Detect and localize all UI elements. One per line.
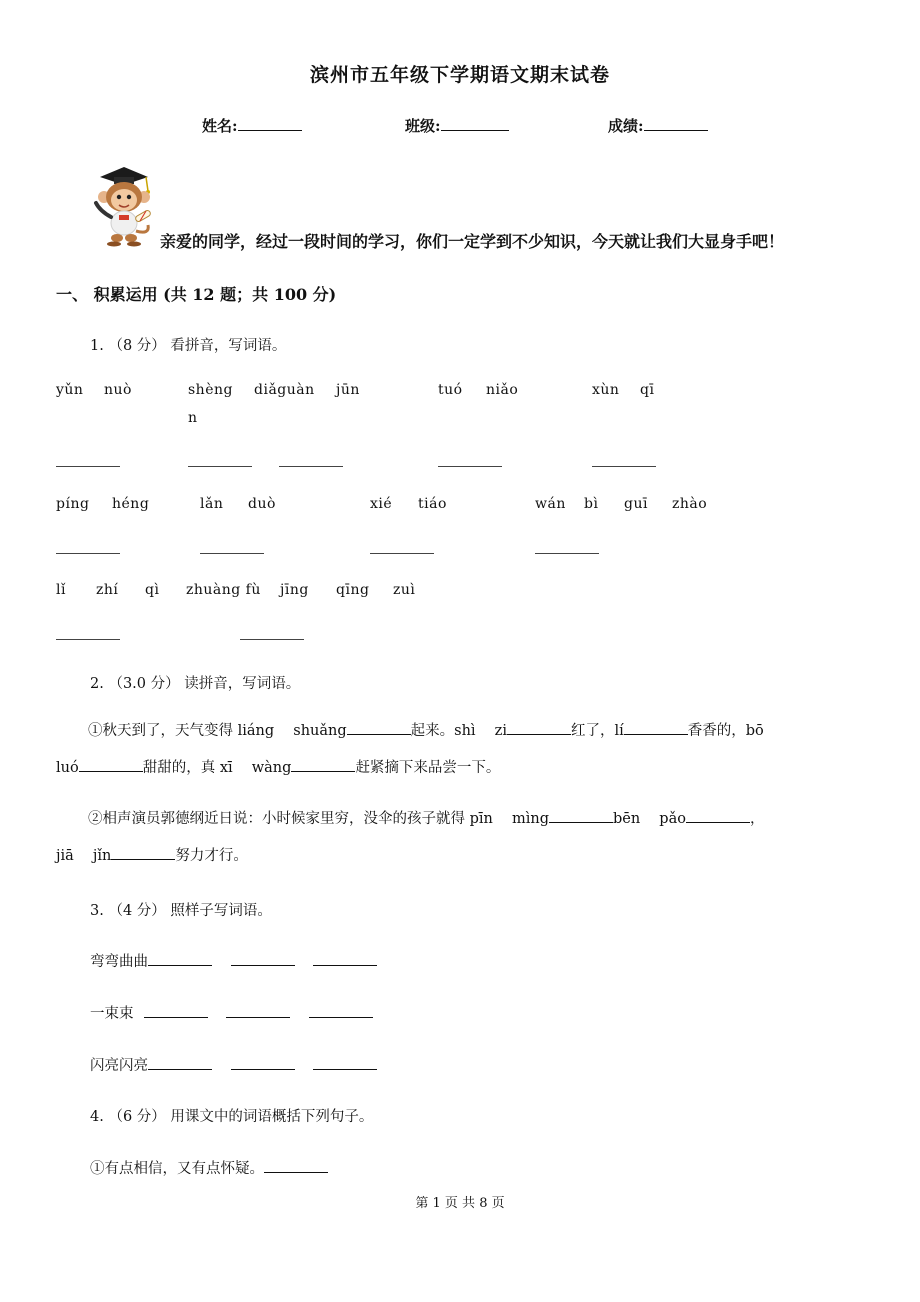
answer-blank[interactable] xyxy=(231,1069,295,1070)
pinyin: qī xyxy=(640,382,655,398)
text: 赶紧摘下来品尝一下。 xyxy=(355,760,501,776)
class-label: 班级: xyxy=(405,117,441,135)
answer-blank[interactable] xyxy=(549,822,613,823)
intro-text: 亲爱的同学，经过一段时间的学习，你们一定学到不少知识，今天就让我们大显身手吧！ xyxy=(160,232,785,251)
text: ①秋天到了，天气变得 liáng shuǎng xyxy=(88,723,347,739)
text: ， xyxy=(749,811,765,827)
text: 甜甜的，真 xī wàng xyxy=(142,760,292,776)
score-label: 成绩: xyxy=(608,117,644,135)
text: 香香的，bō xyxy=(687,723,764,739)
question-2-paragraph-2 xyxy=(56,801,868,875)
pinyin: jīng xyxy=(280,582,309,598)
pinyin: nuò xyxy=(104,382,132,398)
text: 起来。shì zi xyxy=(410,723,507,739)
answer-blank[interactable] xyxy=(79,771,143,772)
question-3-item-1 xyxy=(90,950,377,971)
pinyin: n xyxy=(188,410,198,426)
pinyin: diǎguàn xyxy=(254,382,315,398)
text: ①有点相信，又有点怀疑。 xyxy=(90,1161,264,1177)
pinyin: zuì xyxy=(393,582,416,598)
answer-blank[interactable] xyxy=(592,466,656,467)
class-field xyxy=(405,115,509,136)
answer-blank[interactable] xyxy=(200,553,264,554)
score-field xyxy=(608,115,708,136)
text: ②相声演员郭德纲近日说：小时候家里穷，没伞的孩子就得 pīn mìng xyxy=(88,811,549,827)
text: bēn pǎo xyxy=(612,811,686,827)
answer-blank[interactable] xyxy=(279,466,343,467)
page-footer: 第 1 页 共 8 页 xyxy=(415,1196,505,1211)
text: 红了，lí xyxy=(570,723,624,739)
example-word: 闪亮闪亮 xyxy=(90,1058,148,1074)
pinyin: tiáo xyxy=(418,496,447,512)
score-blank[interactable] xyxy=(644,130,708,131)
answer-blank[interactable] xyxy=(624,734,688,735)
answer-blank[interactable] xyxy=(686,822,750,823)
example-word: 弯弯曲曲 xyxy=(90,954,148,970)
pinyin: zhào xyxy=(672,496,708,512)
question-3-heading: 3. （4 分） 照样子写词语。 xyxy=(90,903,272,919)
answer-blank[interactable] xyxy=(240,639,304,640)
example-word: 一束束 xyxy=(90,1006,134,1022)
pinyin: tuó xyxy=(438,382,463,398)
pinyin: zhí xyxy=(96,582,119,598)
pinyin: píng xyxy=(56,496,90,512)
question-2-heading: 2. （3.0 分） 读拼音，写词语。 xyxy=(90,676,301,692)
pinyin: guī xyxy=(624,496,648,512)
name-field xyxy=(202,115,302,136)
answer-blank[interactable] xyxy=(188,466,252,467)
answer-blank[interactable] xyxy=(111,859,175,860)
answer-blank[interactable] xyxy=(264,1172,328,1173)
text: 努力才行。 xyxy=(175,848,248,864)
section-heading: 一、 积累运用 (共 12 题；共 100 分) xyxy=(56,285,337,304)
graduate-mascot-icon xyxy=(86,165,156,247)
answer-blank[interactable] xyxy=(148,965,212,966)
pinyin: yǔn xyxy=(56,382,84,398)
pinyin: wán xyxy=(535,496,566,512)
pinyin: lǐ xyxy=(56,582,66,598)
question-2-paragraph-1 xyxy=(56,713,868,787)
question-4-heading: 4. （6 分） 用课文中的词语概括下列句子。 xyxy=(90,1109,374,1125)
pinyin: niǎo xyxy=(486,382,519,398)
question-4-item-1 xyxy=(90,1157,328,1178)
answer-blank[interactable] xyxy=(438,466,502,467)
answer-blank[interactable] xyxy=(313,965,377,966)
answer-blank[interactable] xyxy=(144,1017,208,1018)
name-label: 姓名: xyxy=(202,117,238,135)
text: jiā jǐn xyxy=(56,848,112,864)
answer-blank[interactable] xyxy=(148,1069,212,1070)
answer-blank[interactable] xyxy=(226,1017,290,1018)
answer-blank[interactable] xyxy=(56,639,120,640)
question-1-heading: 1. （8 分） 看拼音，写词语。 xyxy=(90,338,287,354)
text: luó xyxy=(56,760,79,776)
answer-blank[interactable] xyxy=(56,553,120,554)
question-3-item-2 xyxy=(90,1002,373,1023)
answer-blank[interactable] xyxy=(507,734,571,735)
pinyin: lǎn xyxy=(200,496,224,512)
page-title: 滨州市五年级下学期语文期末试卷 xyxy=(309,64,610,86)
pinyin: duò xyxy=(248,496,276,512)
question-3-item-3 xyxy=(90,1054,377,1075)
pinyin: bì xyxy=(584,496,599,512)
answer-blank[interactable] xyxy=(56,466,120,467)
pinyin: héng xyxy=(112,496,150,512)
pinyin: zhuàng fù xyxy=(186,582,261,598)
class-blank[interactable] xyxy=(441,130,509,131)
pinyin: jūn xyxy=(336,382,360,398)
answer-blank[interactable] xyxy=(309,1017,373,1018)
answer-blank[interactable] xyxy=(291,771,355,772)
pinyin: shèng xyxy=(188,382,233,398)
name-blank[interactable] xyxy=(238,130,302,131)
pinyin: xié xyxy=(370,496,393,512)
answer-blank[interactable] xyxy=(347,734,411,735)
answer-blank[interactable] xyxy=(231,965,295,966)
answer-blank[interactable] xyxy=(313,1069,377,1070)
pinyin: qì xyxy=(145,582,160,598)
answer-blank[interactable] xyxy=(370,553,434,554)
pinyin: qīng xyxy=(336,582,370,598)
answer-blank[interactable] xyxy=(535,553,599,554)
pinyin: xùn xyxy=(592,382,620,398)
